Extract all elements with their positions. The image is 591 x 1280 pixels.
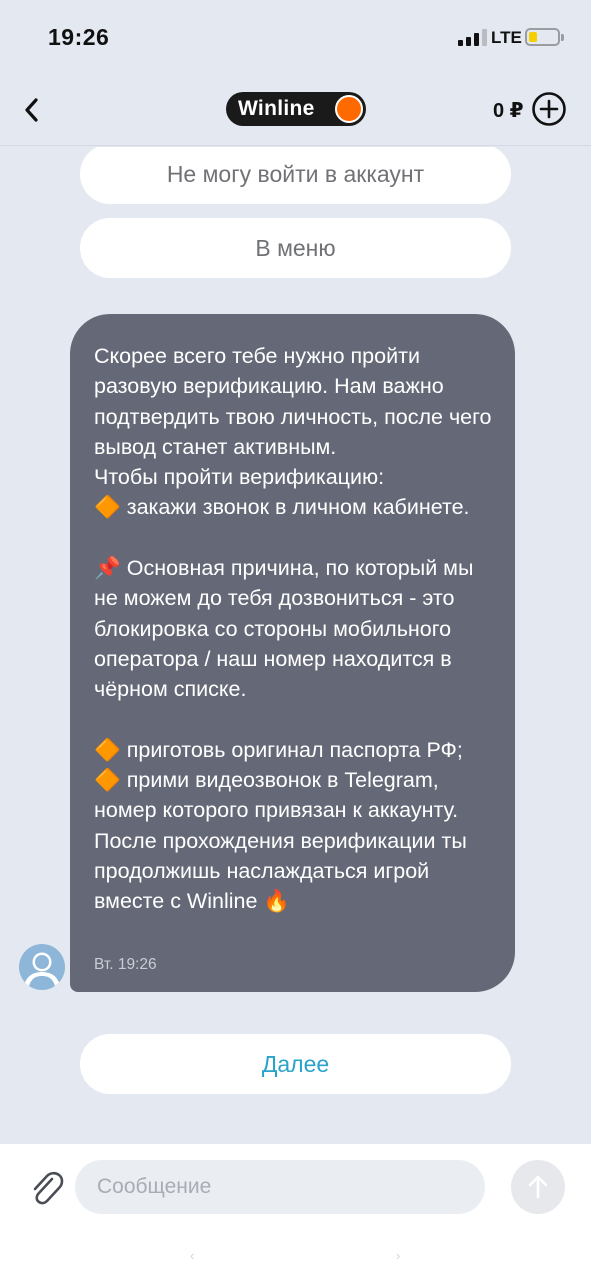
status-bar	[0, 0, 591, 76]
paperclip-icon	[28, 1167, 64, 1207]
battery-level	[529, 32, 537, 42]
battery-icon	[525, 28, 560, 46]
app-header	[0, 76, 591, 146]
signal-strength-icon	[458, 28, 487, 46]
avatar-silhouette	[19, 944, 65, 990]
plus-circle-icon	[531, 91, 567, 127]
browser-nav	[0, 1248, 591, 1268]
attach-button[interactable]	[28, 1167, 64, 1207]
logo-dot	[335, 95, 363, 123]
balance-amount[interactable]: 0 ₽	[493, 100, 524, 122]
bot-message-text: Скорее всего тебе нужно пройти разовую верификацию. Нам важно подтвердить твою личность, после чего вывод станет активным. Чтобы пройти верификацию: 🔶 закажи звонок в личном кабинете. 📌 Основная причина, по который мы не можем до тебя дозвониться - это блокировка со стороны мобильного оператора / наш номер находится в чёрном списке. 🔶 приготовь оригинал паспорта РФ; 🔶 прими видеозвонок в Telegram, номер которого привязан к аккаунту. После прохождения верификации ты продолжишь наслаждаться игрой вместе с Winline 🔥	[94, 344, 492, 914]
message-input[interactable]	[75, 1160, 485, 1214]
quick-reply-next[interactable]: Далее	[80, 1034, 511, 1094]
chevron-left-icon	[22, 97, 42, 123]
chat-area[interactable]	[0, 147, 591, 1144]
message-timestamp: Вт. 19:26	[94, 956, 157, 973]
network-type: LTE	[491, 28, 522, 47]
message-composer	[0, 1144, 591, 1280]
user-avatar-icon	[19, 944, 65, 990]
status-time: 19:26	[48, 24, 110, 50]
nav-forward-icon[interactable]: ›	[396, 1248, 401, 1263]
winline-logo	[226, 92, 366, 126]
quick-reply-login-problem[interactable]: Не могу войти в аккаунт	[80, 147, 511, 204]
arrow-up-icon	[526, 1174, 550, 1200]
add-funds-button[interactable]	[531, 91, 567, 127]
nav-back-icon[interactable]: ‹	[190, 1248, 195, 1263]
bot-message-bubble	[70, 314, 515, 992]
logo-text: Winline	[238, 97, 315, 120]
back-button[interactable]	[14, 92, 50, 128]
send-button[interactable]	[511, 1160, 565, 1214]
quick-reply-menu[interactable]: В меню	[80, 218, 511, 278]
